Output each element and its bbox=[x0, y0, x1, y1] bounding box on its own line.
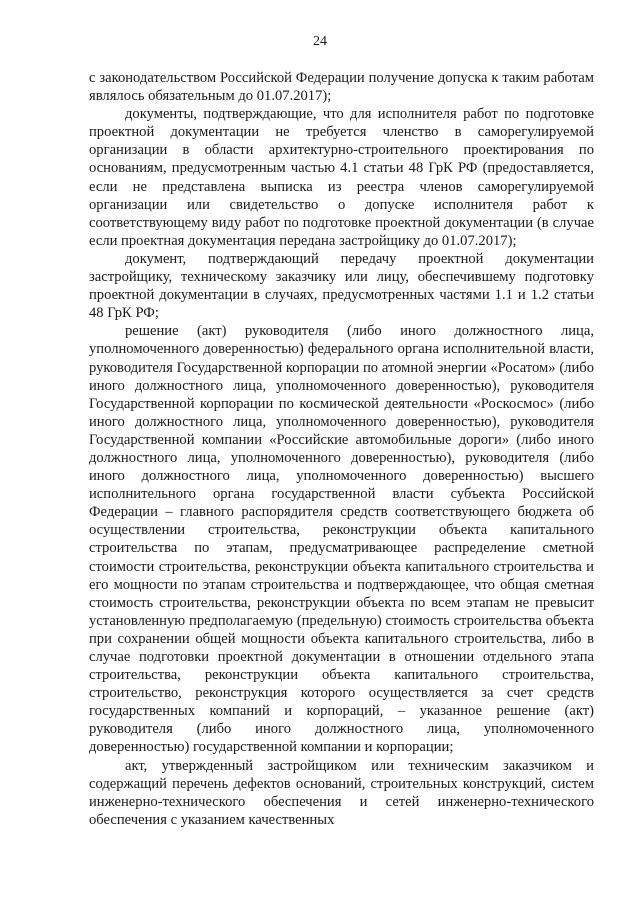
paragraph-continuation: с законодательством Российской Федерации получение допуска к таким работам являлось обязательным до 01.07.2017); bbox=[89, 70, 594, 105]
paragraph-defects-act: акт, утвержденный застройщиком или техническим заказчиком и содержащий перечень дефектов оснований, строительных конструкций, систем инженерно-технического обеспечения и сетей инженерно-технического обеспечения с указанием качественных bbox=[89, 757, 594, 828]
paragraph-decision-act: решение (акт) руководителя (либо иного должностного лица, уполномоченного доверенностью) федерального органа исполнительной власти, руководителя Государственной корпорации по атомной энергии «Росатом» (либо иного должностного лица, уполномоченного доверенностью), руководителя Государственной корпорации по космической деятельности «Роскосмос» (либо иного должностного лица, уполномоченного доверенностью), руководителя Государственной компании «Российские автомобильные дороги» (либо иного должностного лица, уполномоченного доверенностью), руководителя (либо иного должностного лица, уполномоченного доверенностью) высшего исполнительного органа государственной власти субъекта Российской Федерации – главного распорядителя средств соответствующего бюджета об осуществлении строительства, реконструкции объекта капитального строительства по этапам, предусматривающее распределение сметной стоимости строительства, реконструкции объекта капитального строительства и его мощности по этапам строительства и подтверждающее, что общая сметная стоимость строительства, реконструкции объекта по всем этапам не превысит установленную предполагаемую (предельную) стоимость строительства объекта при сохранении общей мощности объекта капитального строительства, либо в случае подготовки проектной документации в отношении отдельного этапа строительства, реконструкции объекта капитального строительства, строительство, реконструкция которого осуществляется за счет средств государственных компаний и корпораций, – указанное решение (акт) руководителя (либо иного должностного лица, уполномоченного доверенностью) государственной компании и корпорации; bbox=[89, 323, 594, 756]
document-body bbox=[89, 69, 594, 829]
paragraph-sro-documents: документы, подтверждающие, что для исполнителя работ по подготовке проектной документации не требуется членство в саморегулируемой организации в области архитектурно-строительного проектирования по основаниям, предусмотренным частью 4.1 статьи 48 ГрК РФ (предоставляется, если не представлена выписка из реестра членов саморегулируемой организации или свидетельство о допуске исполнителя работ к соответствующему виду работ по подготовке проектной документации (в случае если проектная документация передана застройщику до 01.07.2017); bbox=[89, 106, 594, 249]
paragraph-transfer-document: документ, подтверждающий передачу проектной документации застройщику, техническому заказчику или лицу, обеспечившему подготовку проектной документации в случаях, предусмотренных частями 1.1 и 1.2 статьи 48 ГрК РФ; bbox=[89, 250, 594, 322]
page-number: 24 bbox=[313, 34, 327, 49]
